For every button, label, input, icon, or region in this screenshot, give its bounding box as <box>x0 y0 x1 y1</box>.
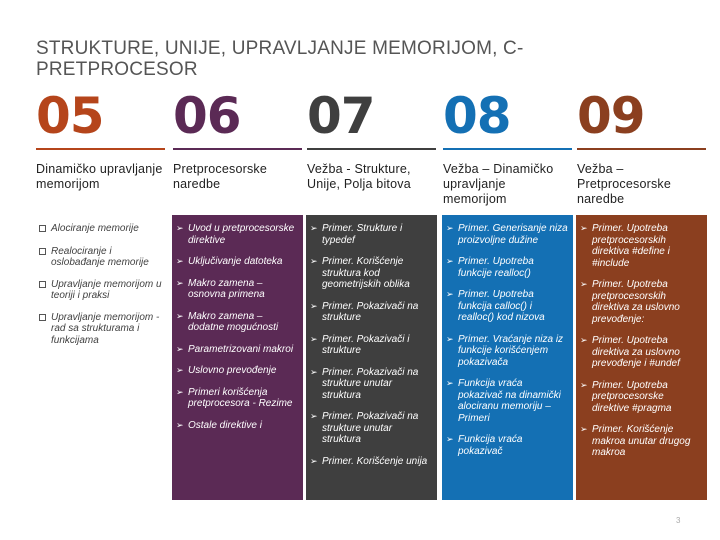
arrow-bullet-icon: ➢ <box>310 455 318 466</box>
topic-item-label: Primer. Pokazivači na strukture <box>322 300 419 323</box>
topic-item-label: Primer. Pokazivači i strukture <box>322 333 410 356</box>
arrow-bullet-icon: ➢ <box>446 223 454 233</box>
square-bullet-icon <box>39 279 51 292</box>
topic-list-box <box>576 215 707 500</box>
topic-list-box <box>172 215 303 500</box>
header-divider <box>36 148 165 150</box>
topic-item-label: Primer. Upotreba funkcije realloc() <box>458 256 534 279</box>
topic-item-label: Primer. Pokazivači na strukture unutar struktura <box>322 411 419 445</box>
arrow-bullet-icon: ➢ <box>176 419 184 430</box>
topic-item <box>310 223 433 246</box>
arrow-bullet-icon: ➢ <box>446 378 454 388</box>
topic-item-label: Upravljanje memorijom - rad sa strukturama i funkcijama <box>51 311 160 346</box>
module-number: 05 <box>36 87 104 145</box>
topic-item-label: Realociranje i oslobađanje memorije <box>51 245 149 268</box>
topic-item-label: Primer. Korišćenje struktura kod geometrijskih oblika <box>322 256 410 290</box>
square-bullet-icon <box>39 312 51 325</box>
module-number: 07 <box>307 87 375 145</box>
topic-item <box>446 289 569 324</box>
arrow-bullet-icon: ➢ <box>176 343 184 354</box>
topic-item-label: Upravljanje memorijom u teoriji i praksi <box>51 278 162 301</box>
topic-item <box>580 424 703 459</box>
topic-list-box <box>35 215 166 500</box>
arrow-bullet-icon: ➢ <box>310 223 318 233</box>
arrow-bullet-icon: ➢ <box>176 365 184 375</box>
topic-list-box <box>306 215 437 500</box>
topic-item-label: Funkcija vraća pokazivač na dinamički alociranu memoriju – Primeri <box>458 378 561 424</box>
topic-item <box>176 420 299 432</box>
topic-item <box>580 279 703 325</box>
arrow-bullet-icon: ➢ <box>176 223 184 233</box>
module-number: 09 <box>577 87 645 145</box>
topic-item <box>310 367 433 402</box>
topic-item <box>446 256 569 279</box>
topic-item-label: Uslovno prevođenje <box>188 365 277 376</box>
topic-item <box>446 434 569 457</box>
topic-item <box>176 311 299 334</box>
topic-item-label: Uključivanje datoteka <box>188 256 283 267</box>
header-divider <box>173 148 302 150</box>
module-number: 08 <box>443 87 511 145</box>
square-bullet-icon <box>39 246 51 259</box>
topic-item-label: Funkcija vraća pokazivač <box>458 434 523 457</box>
topic-item-label: Primer. Korišćenje makroa unutar drugog makroa <box>592 424 691 458</box>
topic-item-label: Primer. Vraćanje niza iz funkcije korišćenjem pokazivača <box>458 333 564 368</box>
arrow-bullet-icon: ➢ <box>310 366 318 377</box>
topic-item <box>39 246 162 269</box>
arrow-bullet-icon: ➢ <box>580 279 588 289</box>
page-title: STRUKTURE, UNIJE, UPRAVLJANJE MEMORIJOM, C-PRETPROCESOR <box>36 38 524 80</box>
topic-item <box>176 278 299 301</box>
module-subtitle: Dinamičko upravljanje memorijom <box>36 162 163 191</box>
topic-item-label: Makro zamena – dodatne mogućnosti <box>188 310 279 333</box>
module-subtitle: Vežba – Pretprocesorske naredbe <box>577 162 672 206</box>
topic-item <box>580 380 703 415</box>
topic-item <box>310 456 433 468</box>
arrow-bullet-icon: ➢ <box>176 277 184 288</box>
column-header <box>443 88 572 214</box>
module-subtitle: Vežba – Dinamičko upravljanje memorijom <box>443 162 554 206</box>
module-subtitle: Pretprocesorske naredbe <box>173 162 268 191</box>
column-header <box>577 88 706 214</box>
square-bullet-icon <box>39 223 51 236</box>
column-header <box>36 88 165 214</box>
topic-item <box>176 223 299 246</box>
topic-item-label: Primer. Upotreba pretprocesorske direktive #pragma <box>592 379 672 414</box>
topic-item <box>176 256 299 268</box>
topic-item <box>580 335 703 370</box>
topic-item-label: Primer. Upotreba funkcija calloc() i realloc() kod nizova <box>458 289 545 323</box>
module-number: 06 <box>173 87 241 145</box>
arrow-bullet-icon: ➢ <box>446 256 454 266</box>
topic-item <box>310 301 433 324</box>
topic-item-label: Primer. Strukture i typedef <box>322 223 403 246</box>
arrow-bullet-icon: ➢ <box>580 379 588 390</box>
arrow-bullet-icon: ➢ <box>310 256 318 266</box>
arrow-bullet-icon: ➢ <box>580 335 588 345</box>
topic-item <box>580 223 703 269</box>
topic-item-label: Primer. Upotreba pretprocesorskih direktiva za uslovno prevođenje: <box>592 279 680 325</box>
topic-item-label: Alociranje memorije <box>51 223 139 234</box>
topic-item-label: Primer. Pokazivači na strukture unutar struktura <box>322 366 419 401</box>
arrow-bullet-icon: ➢ <box>446 333 454 344</box>
topic-item <box>176 344 299 356</box>
topic-item <box>39 223 162 236</box>
header-divider <box>307 148 436 150</box>
arrow-bullet-icon: ➢ <box>580 424 588 434</box>
topic-item <box>176 387 299 410</box>
topic-item-label: Ostale direktive i <box>188 419 262 431</box>
arrow-bullet-icon: ➢ <box>310 300 318 311</box>
arrow-bullet-icon: ➢ <box>310 411 318 421</box>
topic-item-label: Primer. Upotreba direktiva za uslovno prevođenje i #undef <box>592 335 680 369</box>
arrow-bullet-icon: ➢ <box>176 386 184 397</box>
topic-item-label: Primer. Korišćenje unija <box>322 455 428 467</box>
topic-item-label: Primer. Generisanje niza proizvoljne dužine <box>458 223 568 246</box>
arrow-bullet-icon: ➢ <box>176 310 184 321</box>
topic-item <box>446 223 569 246</box>
column-header <box>307 88 436 214</box>
topic-list-box <box>442 215 573 500</box>
topic-item-label: Primer. Upotreba pretprocesorskih direktiva #define i #include <box>592 223 670 269</box>
topic-item <box>310 334 433 357</box>
topic-item-label: Parametrizovani makroi <box>188 343 294 355</box>
topic-item <box>39 279 162 302</box>
topic-item <box>446 334 569 369</box>
arrow-bullet-icon: ➢ <box>446 289 454 299</box>
topic-item-label: Makro zamena – osnovna primena <box>188 277 265 300</box>
topic-item <box>310 411 433 446</box>
topic-item <box>176 365 299 377</box>
column-header <box>173 88 302 214</box>
topic-item <box>446 378 569 424</box>
header-divider <box>577 148 706 150</box>
topic-item <box>310 256 433 291</box>
page-number: 3 <box>676 516 681 525</box>
header-divider <box>443 148 572 150</box>
arrow-bullet-icon: ➢ <box>446 434 454 444</box>
arrow-bullet-icon: ➢ <box>176 256 184 266</box>
topic-item-label: Uvod u pretprocesorske direktive <box>188 223 295 246</box>
topic-item <box>39 312 162 347</box>
arrow-bullet-icon: ➢ <box>580 223 588 233</box>
topic-item-label: Primeri korišćenja pretprocesora - Rezime <box>188 386 293 409</box>
arrow-bullet-icon: ➢ <box>310 333 318 344</box>
module-subtitle: Vežba - Strukture, Unije, Polja bitova <box>307 162 411 191</box>
